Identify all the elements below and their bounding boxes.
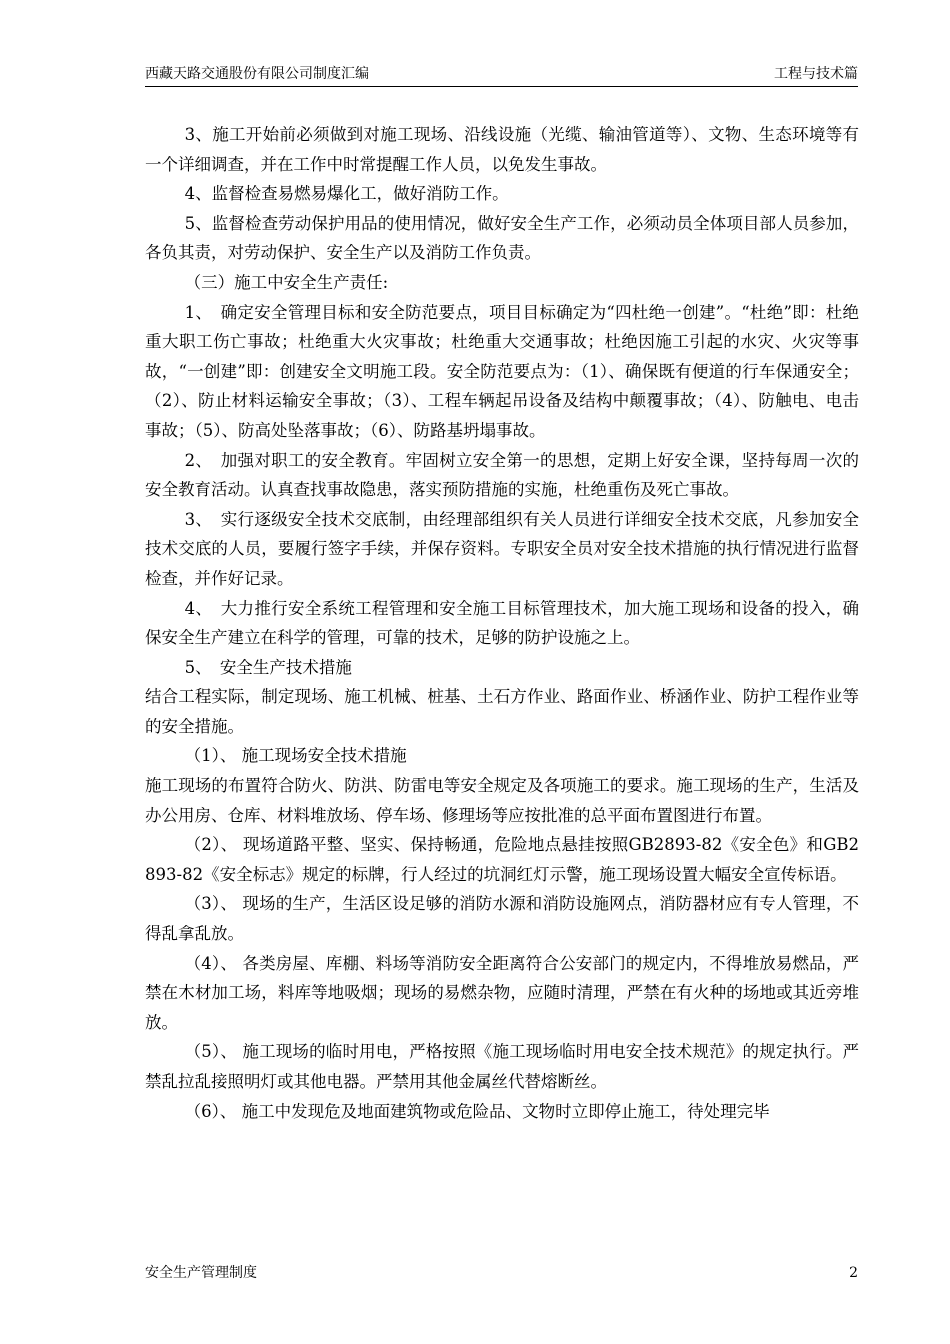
paragraph: 4、 大力推行安全系统工程管理和安全施工目标管理技术，加大施工现场和设备的投入，确保安全生产建立在科学的管理，可靠的技术，足够的防护设施之上。	[145, 598, 859, 648]
paragraph: （6）、 施工中发现危及地面建筑物或危险品、文物时立即停止施工，待处理完毕	[184, 1101, 770, 1121]
paragraph: 施工现场的布置符合防火、防洪、防雷电等安全规定及各项施工的要求。施工现场的生产，生活及办公用房、仓库、材料堆放场、停车场、修理场等应按批准的总平面布置图进行布置。	[145, 776, 859, 825]
document-body	[145, 120, 859, 1126]
paragraph: 3、 实行逐级安全技术交底制，由经理部组织有关人员进行详细安全技术交底，凡参加安全技术交底的人员，要履行签字手续，并保存资料。专职安全员对安全技术措施的执行情况进行监督检查，并作好记录。	[145, 509, 859, 588]
paragraph: 4、监督检查易燃易爆化工，做好消防工作。	[184, 184, 509, 204]
footer-document-title: 安全生产管理制度	[145, 1265, 257, 1281]
paragraph: （5）、 施工现场的临时用电，严格按照《施工现场临时用电安全技术规范》的规定执行。严禁乱拉乱接照明灯或其他电器。严禁用其他金属丝代替熔断丝。	[145, 1042, 859, 1091]
header-section-title: 工程与技术篇	[774, 66, 858, 82]
page-footer	[145, 1263, 858, 1285]
header-company-title: 西藏天路交通股份有限公司制度汇编	[145, 66, 369, 82]
paragraph: 1、 确定安全管理目标和安全防范要点，项目目标确定为“四杜绝一创建”。“杜绝”即：杜绝重大职工伤亡事故；杜绝重大火灾事故；杜绝重大交通事故；杜绝因施工引起的水灾、火灾等事故，“一创建”即：创建安全文明施工段。安全防范要点为：（1）、确保既有便道的行车保通安全；（2）、防止材料运输安全事故；（3）、工程车辆起吊设备及结构中颠覆事故；（4）、防触电、电击事故；（5）、防高处坠落事故；（6）、防路基坍塌事故。	[145, 302, 859, 440]
paragraph: （3）、 现场的生产，生活区设足够的消防水源和消防设施网点，消防器材应有专人管理，不得乱拿乱放。	[145, 894, 859, 944]
paragraph: 5、 安全生产技术措施	[184, 657, 352, 677]
paragraph: 3、施工开始前必须做到对施工现场、沿线设施（光缆、输油管道等）、文物、生态环境等有一个详细调查，并在工作中时常提醒工作人员，以免发生事故。	[145, 125, 859, 174]
paragraph: 结合工程实际，制定现场、施工机械、桩基、土石方作业、路面作业、桥涵作业、防护工程作业等的安全措施。	[145, 687, 859, 736]
paragraph: （2）、 现场道路平整、坚实、保持畅通，危险地点悬挂按照GB2893-82《安全色》和GB2893-82《安全标志》规定的标牌，行人经过的坑洞红灯示警，施工现场设置大幅安全宣传标语。	[145, 835, 859, 884]
page-header	[145, 64, 858, 87]
paragraph: （1）、 施工现场安全技术措施	[184, 746, 407, 766]
paragraph: （三）施工中安全生产责任:	[184, 272, 389, 292]
paragraph: （4）、 各类房屋、库棚、料场等消防安全距离符合公安部门的规定内，不得堆放易燃品，严禁在木材加工场，料库等地吸烟；现场的易燃杂物，应随时清理，严禁在有火种的场地或其近旁堆放。	[145, 953, 859, 1032]
paragraph: 2、 加强对职工的安全教育。牢固树立安全第一的思想，定期上好安全课，坚持每周一次的安全教育活动。认真查找事故隐患，落实预防措施的实施，杜绝重伤及死亡事故。	[145, 450, 859, 500]
paragraph: 5、监督检查劳动保护用品的使用情况，做好安全生产工作，必须动员全体项目部人员参加，各负其责，对劳动保护、安全生产以及消防工作负责。	[145, 213, 859, 263]
footer-page-number: 2	[849, 1265, 858, 1281]
